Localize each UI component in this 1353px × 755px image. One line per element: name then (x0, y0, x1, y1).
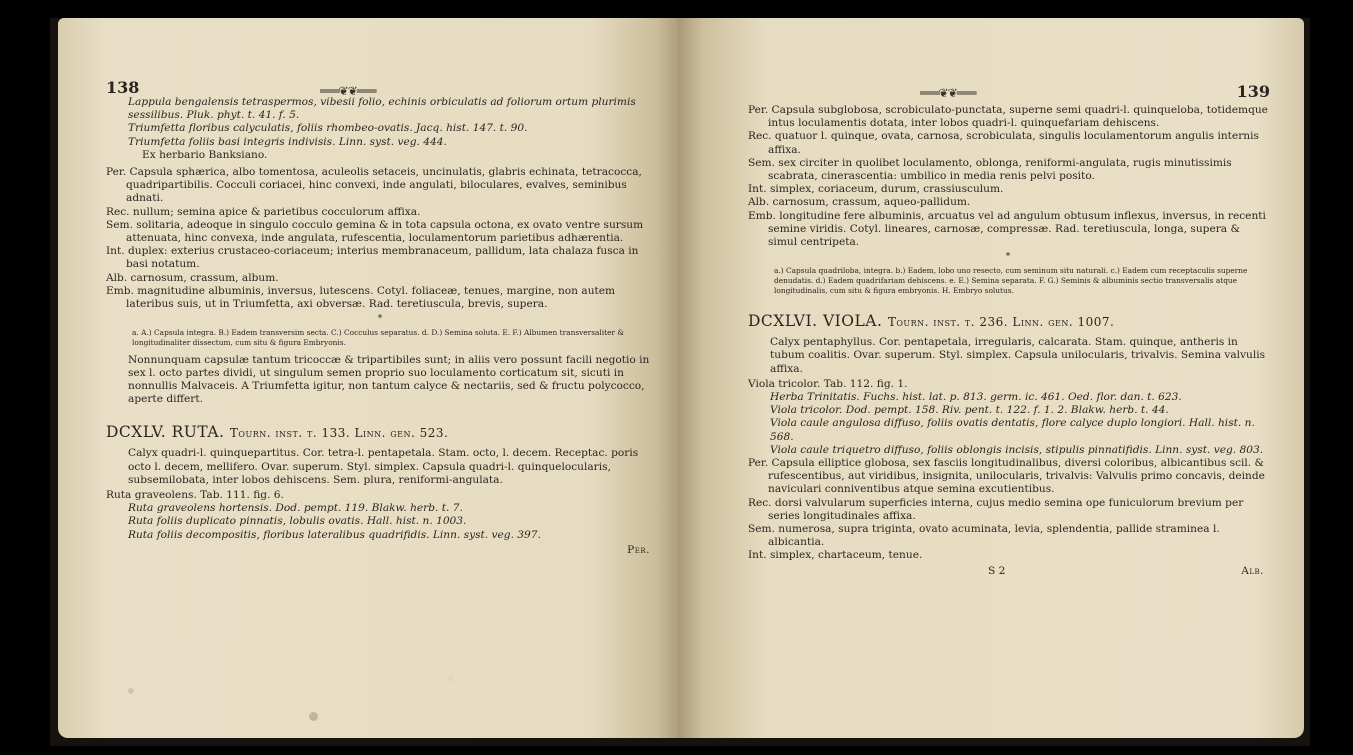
genus-description: Calyx quadri-l. quinquepartitus. Cor. tetra-l. pentapetala. Stam. octo, l. decem. Receptac. poris octo l. decem, mellifero. Ovar. superum. Styl. simplex. Capsula quadri-l. quinquelocularis, subsemilobata, inter lobos dehiscens. Sem. plura, reniformi-angulata. (128, 447, 639, 486)
species-heading: Ruta graveolens. Tab. 111. fig. 6. (106, 489, 284, 502)
closing-paragraph: Nonnunquam capsulæ tantum tricoccæ & tripartibiles sunt; in aliis vero possunt facili negotio in sex l. octo partes dividi, ut singulum semen proprio suo loculamento corticatum sit, sicuti in nonnullis Malvaceis. A Triumfetta igitur, non tantum calyce & nectariis, sed & fructu polycocco, aperte differt. (128, 353, 650, 406)
header-ornament-right: ═══❦❦═══ (920, 86, 976, 100)
page-number-right: 139 (1236, 82, 1270, 101)
synonym-line: Lappula bengalensis tetraspermos, vibesii folio, echinis orbiculatis ad foliorum ortum plurimis sessilibus. Pluk. phyt. t. 41. f. 5. (128, 96, 636, 122)
species-synonym: Viola tricolor. Dod. pempt. 158. Riv. pent. t. 122. f. 1. 2. Blakw. herb. t. 44. (770, 404, 1169, 417)
species-synonym: Viola caule triquetro diffuso, foliis oblongis incisis, stipulis pinnatifidis. Linn. syst. veg. 803. (770, 443, 1264, 456)
genus-name: VIOLA. (822, 312, 883, 331)
species-synonym: Viola caule angulosa diffuso, foliis ovatis dentatis, flore calyce duplo longiori. Hall. hist. n. 568. (770, 417, 1255, 443)
footer-left (106, 544, 654, 557)
page-number-left: 138 (106, 78, 140, 97)
integument-paragraph: Int. simplex, chartaceum, tenue. (748, 549, 923, 562)
pericarp-paragraph: Per. Capsula elliptice globosa, sex fasciis longitudinalibus, diversi coloribus, albicantibus scil. & rufescentibus, aut viridibus, insignita, unilocularis, trivalvis: Valvulis primo concavis, deinde naviculari conniventibus atque semina excutientibus. (748, 457, 1265, 496)
figure-note: a. A.) Capsula integra. B.) Eadem transversim secta. C.) Cocculus separatus. d. D.) Semina soluta. E. F.) Albumen transversaliter & longitudinaliter dissectum, cum situ & figura Embryonis. (132, 328, 624, 348)
genus-number: DCXLVI. (748, 312, 818, 331)
figure-note: a.) Capsula quadriloba, integra. b.) Eadem, lobo uno resecto, cum seminum situ naturali. c.) Eadem cum receptaculis superne denudatis. d.) Eadem quadrifariam dehiscens. e. E.) Semina separata. F. G.) Seminis & albuminis sectio transversalis atque longitudinalis, cum situ & figura embryonis. H. Embryo solutus. (774, 266, 1248, 295)
catchword: Alb. (1241, 564, 1264, 577)
species-synonym: Herba Trinitatis. Fuchs. hist. lat. p. 813. germ. ic. 461. Oed. flor. dan. t. 623. (770, 391, 1182, 404)
seed-paragraph: Sem. numerosa, supra triginta, ovato acuminata, levia, splendentia, pallide straminea l. albicantia. (748, 523, 1220, 549)
synonym-line: Triumfetta floribus calyculatis, foliis rhombeo-ovatis. Jacq. hist. 147. t. 90. (128, 122, 528, 135)
albumen-paragraph: Alb. carnosum, crassum, aqueo-pallidum. (748, 196, 971, 209)
dust-spot (309, 712, 318, 721)
embryo-paragraph: Emb. longitudine fere albuminis, arcuatus vel ad angulum obtusum inflexus, inversus, in recenti semine viridis. Cotyl. lineares, carnosæ, compressæ. Rad. teretiuscula, longa, supera & simul centripeta. (748, 209, 1266, 249)
seed-paragraph: Sem. solitaria, adeoque in singulo cocculo gemina & in tota capsula octona, ex ovato ventre sursum attenuata, hinc convexa, inde angulata, rufescentia, loculamentorum parietibus adhærentia. (106, 218, 644, 245)
left-page-text (106, 96, 654, 557)
receptacle-paragraph: Rec. nullum; semina apice & parietibus cocculorum affixa. (106, 205, 421, 218)
star-separator: * (377, 314, 383, 325)
genus-heading (748, 311, 1268, 332)
dust-spot (448, 676, 454, 682)
header-ornament-left: ═══❦❦═══ (320, 84, 376, 98)
species-synonym: Ruta graveolens hortensis. Dod. pempt. 119. Blakw. herb. t. 7. (128, 502, 463, 515)
genus-number: DCXLV. (106, 423, 167, 442)
genus-description: Calyx pentaphyllus. Cor. pentapetala, irregularis, calcarata. Stam. quinque, antheris in tubum coalitis. Ovar. superum. Styl. simplex. Capsula unilocularis, trivalvis. Semina valvulis affixa. (770, 336, 1266, 375)
species-synonym: Ruta foliis duplicato pinnatis, lobulis ovatis. Hall. hist. n. 1003. (128, 515, 467, 528)
receptacle-paragraph: Rec. dorsi valvularum superficies interna, cujus medio semina ope funiculorum brevium per series longitudinales affixa. (748, 496, 1244, 522)
genus-refs: Tourn. inst. t. 236. Linn. gen. 1007. (887, 315, 1115, 330)
herbarium-note: Ex herbario Banksiano. (142, 148, 268, 161)
pericarp-paragraph: Per. Capsula sphærica, albo tomentosa, aculeolis setaceis, uncinulatis, glabris echinata, tetracocca, quadripartibilis. Cocculi coriacei, hinc convexi, inde angulati, biloculares, evalves, seminibus adnati. (106, 166, 642, 205)
genus-name: RUTA. (171, 423, 225, 442)
right-page-text (748, 104, 1268, 578)
species-heading: Viola tricolor. Tab. 112. fig. 1. (748, 377, 908, 390)
signature-mark: S 2 (988, 564, 1006, 577)
integument-paragraph: Int. simplex, coriaceum, durum, crassiusculum. (748, 183, 1004, 196)
dust-spot (128, 688, 134, 694)
species-synonym: Ruta foliis decompositis, floribus lateralibus quadrifidis. Linn. syst. veg. 397. (128, 528, 541, 541)
genus-heading (106, 422, 654, 443)
albumen-paragraph: Alb. carnosum, crassum, album. (106, 271, 279, 284)
right-page (678, 18, 1304, 738)
receptacle-paragraph: Rec. quatuor l. quinque, ovata, carnosa, scrobiculata, singulis loculamentorum angulis internis affixa. (748, 130, 1259, 156)
synonym-line: Triumfetta foliis basi integris indivisis. Linn. syst. veg. 444. (128, 135, 447, 148)
catchword: Per. (627, 543, 650, 556)
genus-refs: Tourn. inst. t. 133. Linn. gen. 523. (229, 426, 449, 441)
star-separator: * (1005, 252, 1011, 263)
left-page (58, 18, 682, 738)
open-book (50, 18, 1310, 746)
footer-right (748, 565, 1268, 578)
integument-paragraph: Int. duplex: exterius crustaceo-coriaceum; interius membranaceum, pallidum, lata chalaza fusca in basi notatum. (106, 245, 639, 271)
seed-paragraph: Sem. sex circiter in quolibet loculamento, oblonga, reniformi-angulata, rugis minutissimis scabrata, cinerascentia: umbilico in media renis pelvi posito. (748, 156, 1232, 183)
embryo-paragraph: Emb. magnitudine albuminis, inversus, lutescens. Cotyl. foliaceæ, tenues, margine, non autem lateribus suis, ut in Triumfetta, axi obversæ. Rad. teretiuscula, brevis, supera. (106, 284, 616, 311)
pericarp-paragraph: Per. Capsula subglobosa, scrobiculato-punctata, superne semi quadri-l. quinqueloba, totidemque intus loculamentis dotata, inter lobos quadri-l. quinquefariam dehiscens. (748, 104, 1268, 130)
